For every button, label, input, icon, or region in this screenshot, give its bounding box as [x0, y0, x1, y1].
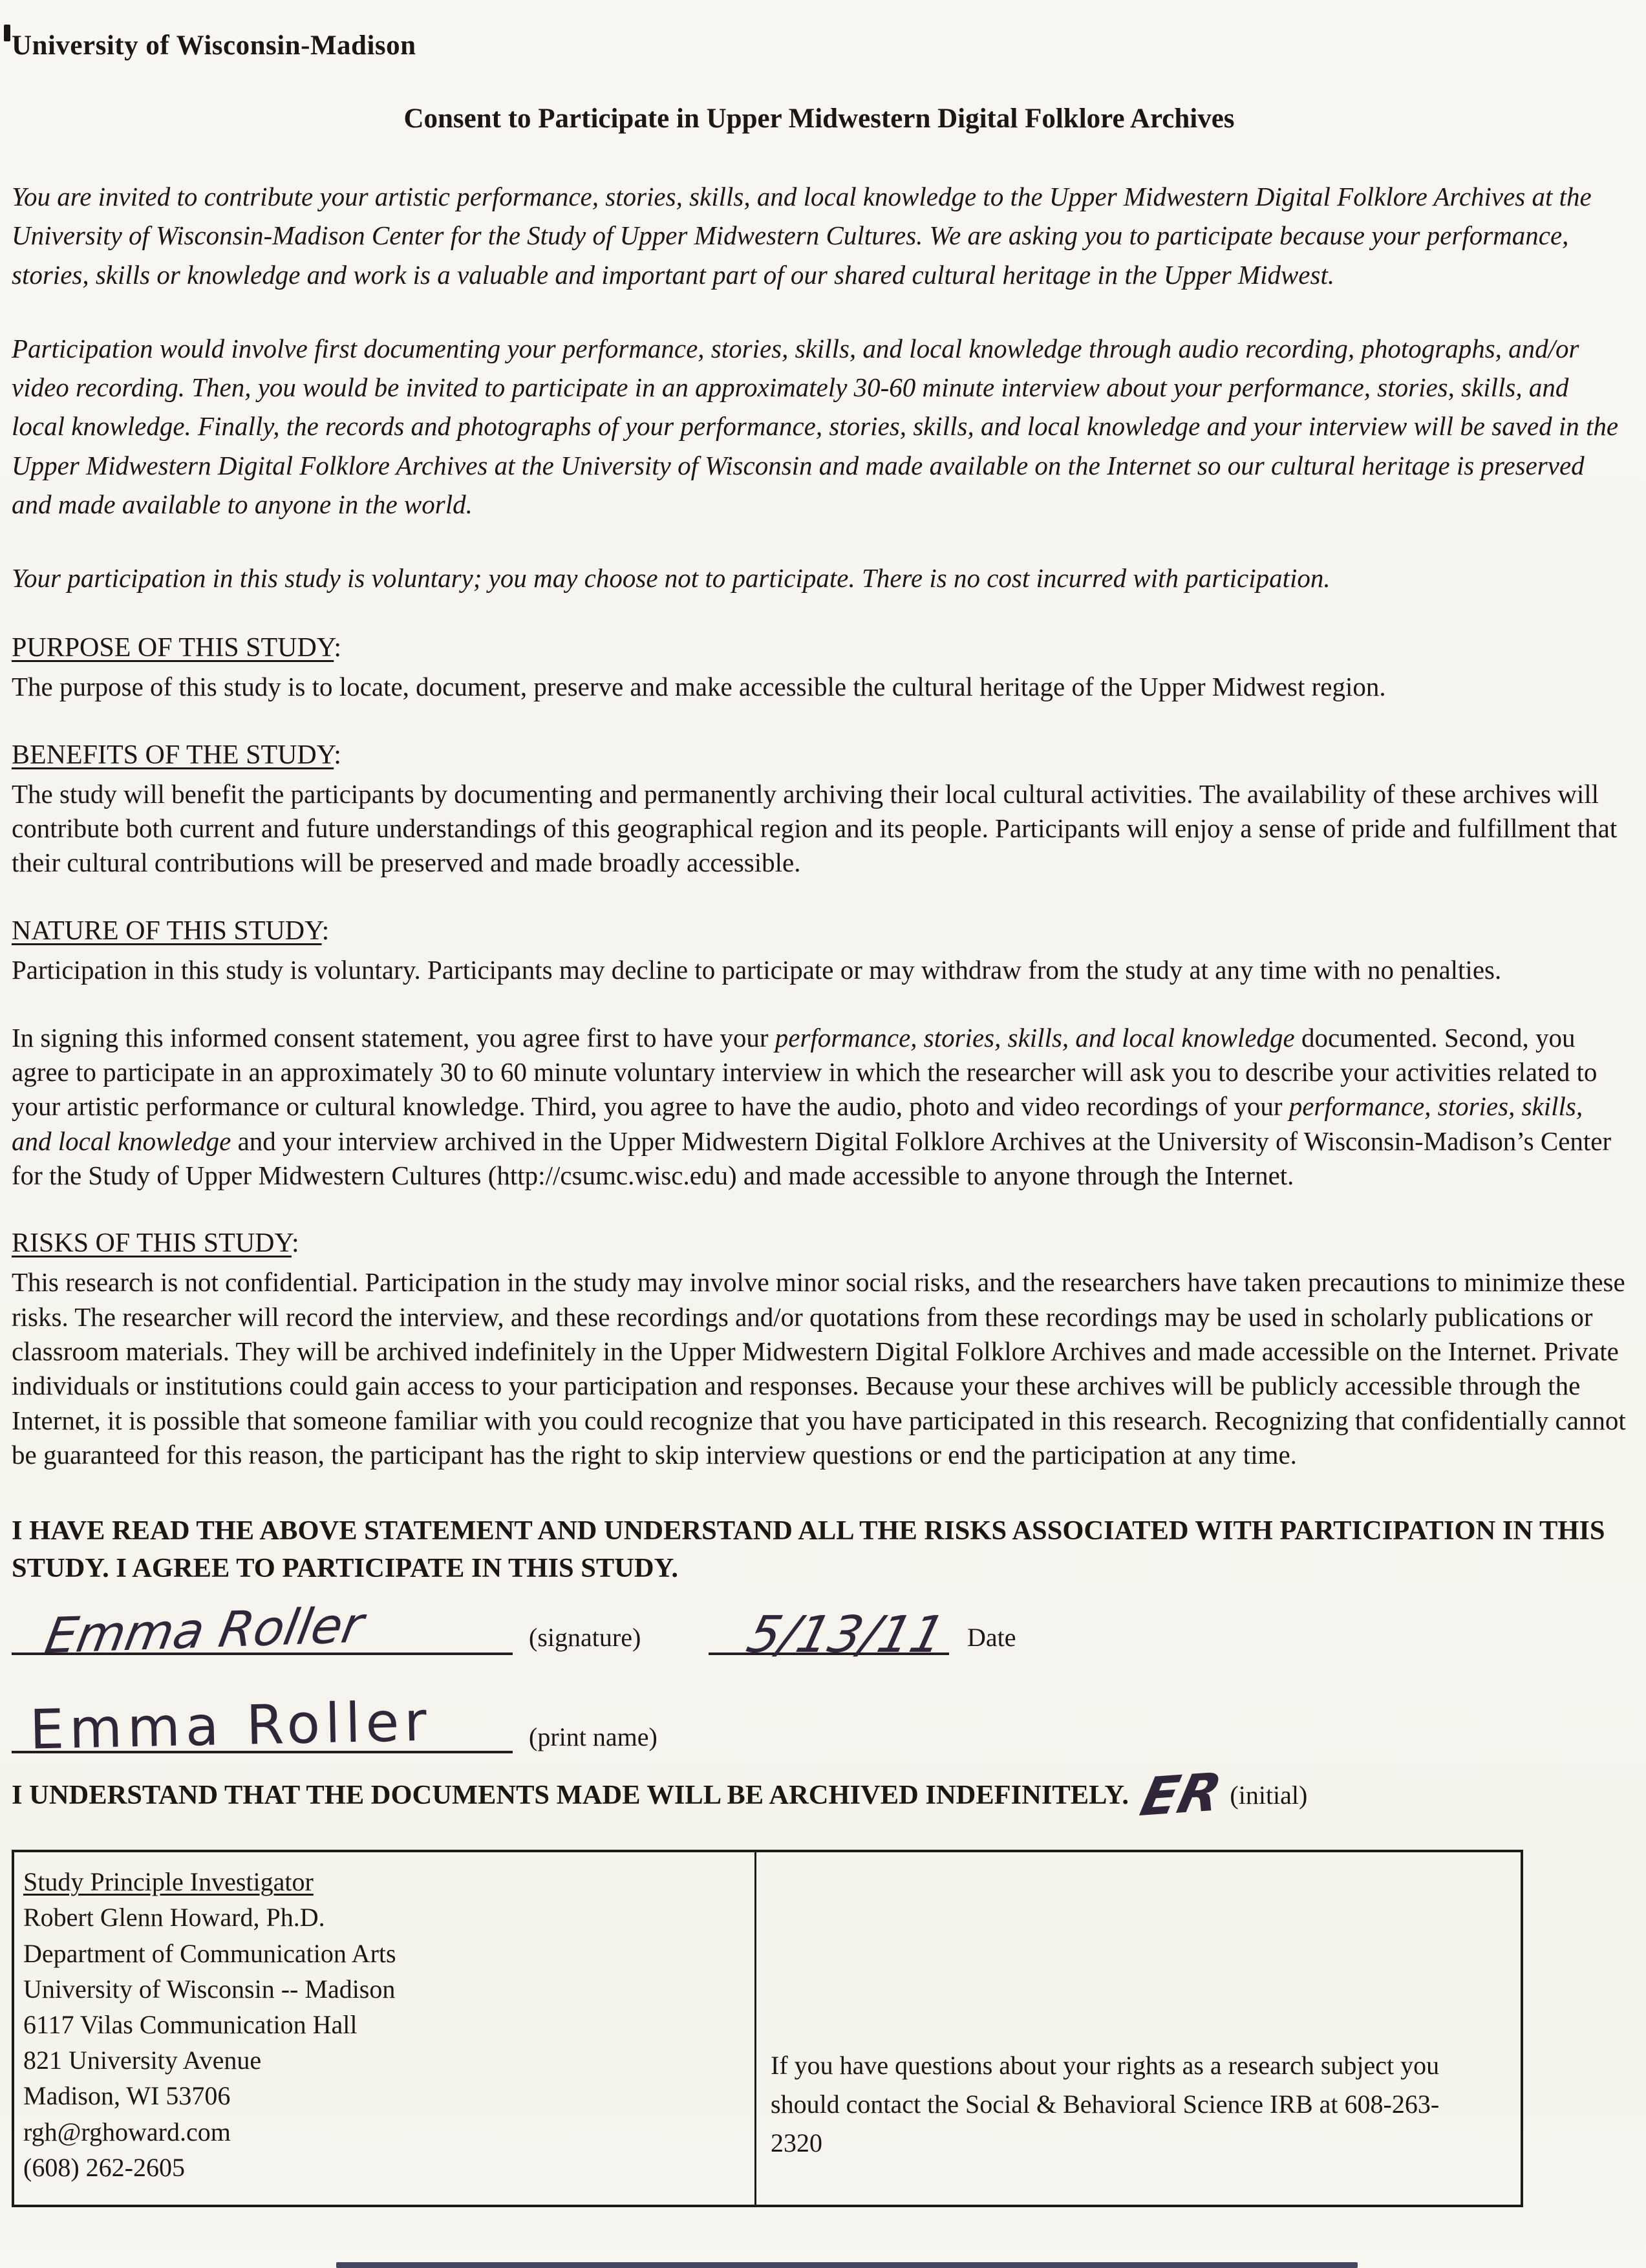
- investigator-line: University of Wisconsin -- Madison: [23, 1974, 396, 2004]
- section-benefits-heading-colon: :: [334, 740, 341, 770]
- intro-paragraph-1: You are invited to contribute your artistic performance, stories, skills, and local knowledge to the Upper Midwestern Digital Folklore Archives at the University of Wisconsin-Madison Center for the Study of Upper Midwestern Cultures. We are asking you to participate because your performance, stories, skills or knowledge and work is a valuable and important part of our shared cultural heritage in the Upper Midwest.: [12, 182, 1592, 290]
- signature-row: [12, 1587, 1627, 1663]
- archive-statement: I UNDERSTAND THAT THE DOCUMENTS MADE WILL BE ARCHIVED INDEFINITELY.: [12, 1779, 1129, 1810]
- section-nature-heading: [12, 915, 1627, 947]
- archive-statement-row: [12, 1761, 1627, 1828]
- signature-label: (signature): [529, 1622, 641, 1652]
- investigator-line: 6117 Vilas Communication Hall: [23, 2010, 358, 2040]
- irb-note: If you have questions about your rights as a research subject you should contact the Social & Behavioral Science IRB at 608-263-2320: [771, 2051, 1440, 2158]
- investigator-panel: [14, 1852, 756, 2205]
- investigator-line: (608) 262-2605: [23, 2152, 185, 2182]
- agreement-statement: I HAVE READ THE ABOVE STATEMENT AND UNDERSTAND ALL THE RISKS ASSOCIATED WITH PARTICIPATION IN THIS STUDY. I AGREE TO PARTICIPATE IN THIS STUDY.: [12, 1515, 1605, 1583]
- section-risks-body: This research is not confidential. Participation in the study may involve minor social risks, and the researchers have taken precautions to minimize these risks. The researcher will record the interview, and these recordings and/or quotations from these recordings may be used in scholarly publications or classroom materials. They will be archived indefinitely in the Upper Midwestern Digital Folklore Archives and made accessible on the Internet. Private individuals or institutions could gain access to your participation and responses. Because your these archives will be publicly accessible through the Internet, it is possible that someone familiar with you could recognize that you have participated in this research. Recognizing that confidentially cannot be guaranteed for this reason, the participant has the right to skip interview questions or end the participation at any time.: [12, 1267, 1626, 1470]
- section-purpose-heading-colon: :: [334, 633, 341, 663]
- university-name: University of Wisconsin-Madison: [12, 30, 416, 61]
- investigator-line: 821 University Avenue: [23, 2046, 262, 2075]
- print-name-label: (print name): [529, 1722, 657, 1751]
- section-nature-body-2: In signing this informed consent statement, you agree first to have your performance, stories, skills, and local knowledge documented. Second, you agree to participate in an approximately 30 to 60 minute voluntary interview in which the researcher will ask you to describe your activities related to your artistic performance or cultural knowledge. Third, you agree to have the audio, photo and video recordings of your performance, stories, skills, and local knowledge and your interview archived in the Upper Midwestern Digital Folklore Archives at the University of Wisconsin-Madison’s Center for the Study of Upper Midwestern Cultures (http://csumc.wisc.edu) and made accessible to anyone through the Internet.: [12, 1022, 1612, 1191]
- section-risks-heading-colon: :: [291, 1228, 299, 1259]
- section-benefits-heading-text: BENEFITS OF THE STUDY: [12, 740, 334, 770]
- section-risks-heading: [12, 1228, 1627, 1259]
- date-label: Date: [967, 1622, 1016, 1652]
- investigator-line: Madison, WI 53706: [23, 2081, 231, 2111]
- date-handwriting: 5/13/11: [741, 1605, 950, 1664]
- contact-table: [12, 1850, 1523, 2207]
- scan-artifact-speck: [4, 25, 10, 41]
- section-nature-heading-colon: :: [321, 915, 330, 946]
- section-benefits-body: The study will benefit the participants by documenting and permanently archiving their local cultural activities. The availability of these archives will contribute both current and future understandings of this geographical region and its people. Participants will enjoy a sense of pride and fulfillment that their cultural contributions will be preserved and made broadly accessible.: [12, 778, 1618, 878]
- investigator-line: rgh@rghoward.com: [23, 2117, 231, 2146]
- signature-handwriting: Emma Roller: [41, 1596, 368, 1665]
- investigator-heading: Study Principle Investigator: [23, 1867, 314, 1897]
- intro-paragraph-3: Your participation in this study is voluntary; you may choose not to participate. There is no cost incurred with participation.: [12, 563, 1331, 594]
- section-purpose-heading: [12, 632, 1627, 663]
- investigator-line: Robert Glenn Howard, Ph.D.: [23, 1903, 325, 1932]
- section-benefits-heading: [12, 740, 1627, 771]
- intro-paragraph-2: Participation would involve first documenting your performance, stories, skills, and local knowledge through audio recording, photographs, and/or video recording. Then, you would be invited to participate in an approximately 30-60 minute interview about your performance, stories, skills, and local knowledge. Finally, the records and photographs of your performance, stories, skills, and local knowledge and your interview will be saved in the Upper Midwestern Digital Folklore Archives at the University of Wisconsin and made available on the Internet so our cultural heritage is preserved and made available to anyone in the world.: [12, 333, 1619, 519]
- initial-handwriting: ER: [1135, 1761, 1227, 1828]
- section-purpose-heading-text: PURPOSE OF THIS STUDY: [12, 633, 334, 663]
- section-risks-heading-text: RISKS OF THIS STUDY: [12, 1228, 292, 1259]
- print-name-handwriting: Emma Roller: [29, 1689, 433, 1762]
- investigator-line: Department of Communication Arts: [23, 1938, 396, 1968]
- irb-panel: [756, 1852, 1521, 2205]
- scan-artifact-bar: [336, 2262, 1358, 2268]
- print-name-row: [12, 1663, 1627, 1760]
- section-nature-heading-text: NATURE OF THIS STUDY: [12, 915, 322, 946]
- section-purpose-body: The purpose of this study is to locate, document, preserve and make accessible the cultural heritage of the Upper Midwest region.: [12, 672, 1386, 702]
- form-title: Consent to Participate in Upper Midwestern Digital Folklore Archives: [403, 103, 1235, 134]
- section-nature-body: Participation in this study is voluntary. Participants may decline to participate or may withdraw from the study at any time with no penalties.: [12, 954, 1502, 985]
- initial-label: (initial): [1230, 1780, 1308, 1810]
